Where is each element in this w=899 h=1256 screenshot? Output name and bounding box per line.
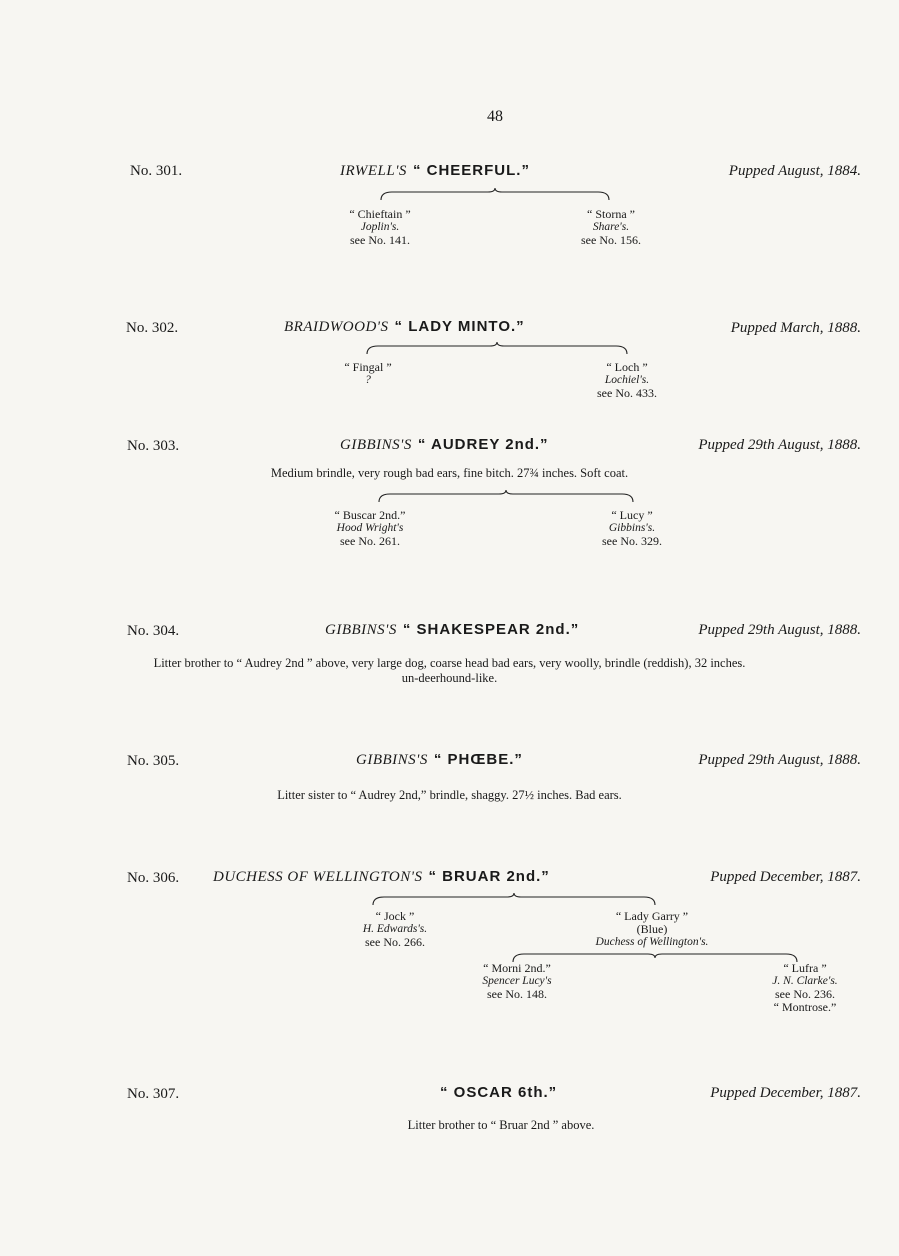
- sire-breeder: H. Edwards's.: [362, 923, 428, 935]
- dog-name: “ LADY MINTO.”: [394, 318, 525, 335]
- sire-name: “ Chieftain ”: [349, 207, 411, 221]
- sire-ref: see No. 266.: [365, 935, 425, 949]
- dam-sire-block: [462, 962, 572, 1001]
- dam-name: “ Loch ”: [606, 360, 648, 374]
- entry-number: No. 303.: [127, 438, 180, 454]
- entry-title: [440, 1084, 557, 1102]
- page-number: 48: [487, 108, 503, 125]
- dam-dam-block: [750, 962, 860, 1014]
- dam-sire-name: “ Morni 2nd.”: [483, 961, 551, 975]
- entry-title: [213, 868, 550, 886]
- sire-name: “ Buscar 2nd.”: [334, 508, 406, 522]
- dam-ref: see No. 329.: [602, 534, 662, 548]
- pupped-date: Pupped August, 1884.: [728, 163, 861, 179]
- entry-number: No. 306.: [127, 870, 180, 886]
- owner-name: GIBBINS'S: [356, 752, 428, 768]
- dam-dam-extra: “ Montrose.”: [773, 1000, 837, 1014]
- dam-breeder: Gibbins's.: [608, 522, 656, 534]
- entry-number: No. 304.: [127, 623, 180, 639]
- sire-block: [315, 509, 425, 548]
- dog-name: “ OSCAR 6th.”: [440, 1084, 558, 1101]
- dam-sire-breeder: Spencer Lucy's: [482, 975, 552, 987]
- dam-name: “ Storna ”: [587, 207, 635, 221]
- sire-name: “ Fingal ”: [344, 360, 392, 374]
- dam-ref: see No. 433.: [597, 386, 657, 400]
- sire-block: [335, 910, 455, 949]
- sire-ref: see No. 261.: [340, 534, 400, 548]
- entry-number: No. 301.: [130, 163, 183, 179]
- entry-title: [340, 436, 549, 454]
- dam-breeder: Share's.: [592, 221, 630, 233]
- dam-dam-ref: see No. 236.: [775, 987, 835, 1001]
- pedigree-brace: [372, 893, 656, 909]
- entry-title: [284, 318, 525, 336]
- dam-block: [582, 509, 682, 548]
- pedigree-brace: [378, 490, 634, 506]
- sire-ref: see No. 141.: [350, 233, 410, 247]
- dam-block: [561, 208, 661, 247]
- entry-description: Medium brindle, very rough bad ears, fine bitch. 27¾ inches. Soft coat.: [270, 466, 629, 480]
- description-line: Litter brother to “ Audrey 2nd ” above, very large dog, coarse head bad ears, very woolly, brindle (reddish), 32 inches.: [153, 656, 746, 670]
- dam-name: “ Lady Garry ”: [615, 909, 689, 923]
- dog-name: “ BRUAR 2nd.”: [428, 868, 550, 885]
- pupped-date: Pupped December, 1887.: [710, 869, 861, 885]
- sire-breeder: ?: [365, 374, 371, 386]
- pedigree-brace: [366, 342, 628, 358]
- dam-name: “ Lucy ”: [611, 508, 653, 522]
- dog-name: “ AUDREY 2nd.”: [417, 436, 549, 453]
- dog-name: “ CHEERFUL.”: [412, 162, 530, 179]
- description-line: un-deerhound-like.: [401, 671, 498, 685]
- dam-breeder: Lochiel's.: [604, 374, 650, 386]
- dog-name: “ PHŒBE.”: [433, 751, 523, 768]
- pupped-date: Pupped March, 1888.: [730, 320, 861, 336]
- sire-block: [330, 208, 430, 247]
- entry-description: Litter sister to “ Audrey 2nd,” brindle, shaggy. 27½ inches. Bad ears.: [277, 788, 622, 802]
- pupped-date: Pupped December, 1887.: [710, 1085, 861, 1101]
- owner-name: BRAIDWOOD'S: [284, 319, 389, 335]
- dam-ref: see No. 156.: [581, 233, 641, 247]
- dam-block: [572, 910, 732, 949]
- dam-sire-ref: see No. 148.: [487, 987, 547, 1001]
- entry-title: [340, 162, 530, 180]
- owner-name: GIBBINS'S: [325, 622, 397, 638]
- entry-description: [0, 656, 899, 686]
- owner-name: DUCHESS OF WELLINGTON'S: [213, 869, 423, 885]
- owner-name: GIBBINS'S: [340, 437, 412, 453]
- entry-number: No. 307.: [127, 1086, 180, 1102]
- pupped-date: Pupped 29th August, 1888.: [698, 437, 861, 453]
- sire-block: [318, 361, 418, 387]
- entry-number: No. 302.: [126, 320, 179, 336]
- entry-description: Litter brother to “ Bruar 2nd ” above.: [407, 1118, 595, 1132]
- pedigree-brace: [512, 946, 798, 962]
- dam-dam-name: “ Lufra ”: [783, 961, 827, 975]
- pupped-date: Pupped 29th August, 1888.: [698, 752, 861, 768]
- sire-breeder: Hood Wright's: [336, 522, 404, 534]
- dam-block: [577, 361, 677, 400]
- entry-title: [356, 751, 523, 769]
- owner-name: IRWELL'S: [340, 163, 407, 179]
- pupped-date: Pupped 29th August, 1888.: [698, 622, 861, 638]
- dam-breeder: Duchess of Wellington's.: [595, 936, 709, 948]
- entry-number: No. 305.: [127, 753, 180, 769]
- entry-title: [325, 621, 579, 639]
- pedigree-brace: [380, 188, 610, 204]
- sire-breeder: Joplin's.: [360, 221, 400, 233]
- sire-name: “ Jock ”: [375, 909, 415, 923]
- dog-name: “ SHAKESPEAR 2nd.”: [402, 621, 580, 638]
- dam-note: (Blue): [636, 922, 668, 936]
- dam-dam-breeder: J. N. Clarke's.: [772, 975, 838, 987]
